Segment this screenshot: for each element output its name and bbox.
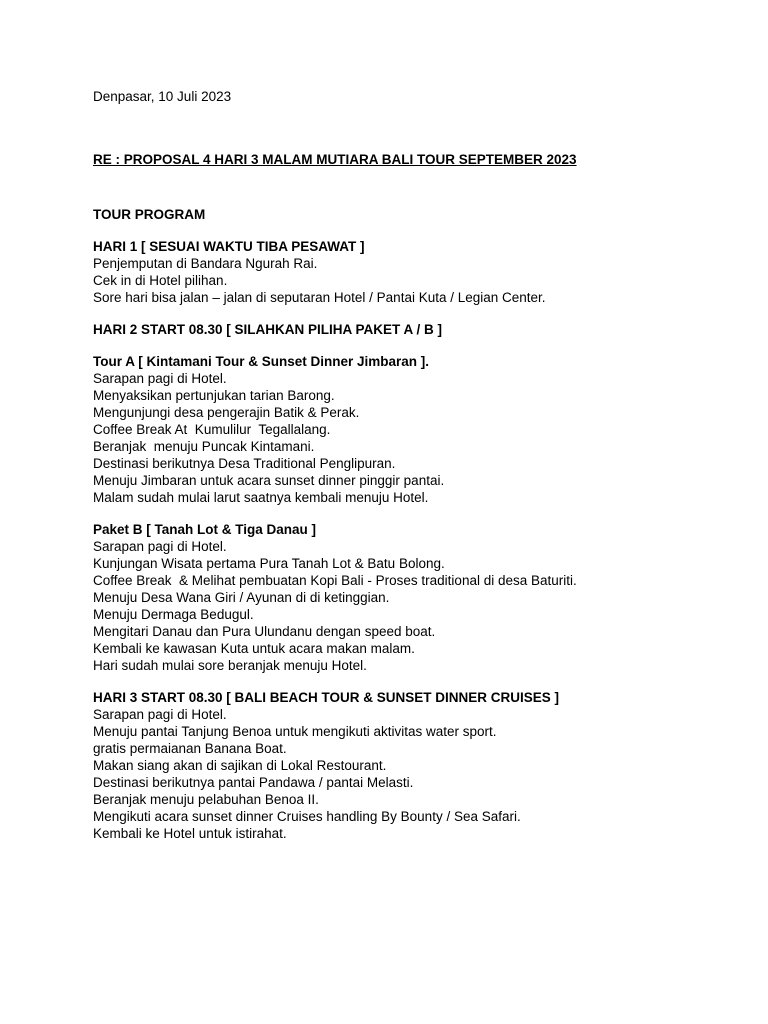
paket-b-line: Kembali ke kawasan Kuta untuk acara makan malam. <box>93 641 415 656</box>
day3-line: Menuju pantai Tanjung Benoa untuk mengikuti aktivitas water sport. <box>93 724 497 739</box>
day3-title: HARI 3 START 08.30 [ BALI BEACH TOUR & SUNSET DINNER CRUISES ] <box>93 690 560 705</box>
day3-section <box>93 689 748 842</box>
tour-a-title: Tour A [ Kintamani Tour & Sunset Dinner Jimbaran ]. <box>93 354 430 369</box>
tour-a-line: Sarapan pagi di Hotel. <box>93 371 227 386</box>
day1-title: HARI 1 [ SESUAI WAKTU TIBA PESAWAT ] <box>93 239 365 254</box>
paket-b-line: Coffee Break & Melihat pembuatan Kopi Bali - Proses traditional di desa Baturiti. <box>93 573 577 588</box>
day3-line: Makan siang akan di sajikan di Lokal Restourant. <box>93 758 387 773</box>
paket-b-line: Hari sudah mulai sore beranjak menuju Hotel. <box>93 658 367 673</box>
day1-section <box>93 238 748 306</box>
paket-b-line: Sarapan pagi di Hotel. <box>93 539 227 554</box>
day3-line: Destinasi berikutnya pantai Pandawa / pantai Melasti. <box>93 775 414 790</box>
day3-line: Beranjak menuju pelabuhan Benoa II. <box>93 792 319 807</box>
day1-line: Penjemputan di Bandara Ngurah Rai. <box>93 256 318 271</box>
letter-subject: RE : PROPOSAL 4 HARI 3 MALAM MUTIARA BALI TOUR SEPTEMBER 2023 <box>93 152 577 167</box>
tour-a-line: Mengunjungi desa pengerajin Batik & Perak. <box>93 405 360 420</box>
paket-b-line: Kunjungan Wisata pertama Pura Tanah Lot & Batu Bolong. <box>93 556 445 571</box>
paket-b-line: Menuju Desa Wana Giri / Ayunan di di ketinggian. <box>93 590 390 605</box>
day1-line: Sore hari bisa jalan – jalan di seputaran Hotel / Pantai Kuta / Legian Center. <box>93 290 546 305</box>
paket-b-line: Mengitari Danau dan Pura Ulundanu dengan speed boat. <box>93 624 436 639</box>
tour-a-line: Destinasi berikutnya Desa Traditional Penglipuran. <box>93 456 396 471</box>
document-page <box>93 88 748 842</box>
day1-line: Cek in di Hotel pilihan. <box>93 273 228 288</box>
tour-a-line: Menuju Jimbaran untuk acara sunset dinner pinggir pantai. <box>93 473 445 488</box>
tour-a-section <box>93 353 748 506</box>
tour-a-line: Malam sudah mulai larut saatnya kembali menuju Hotel. <box>93 490 429 505</box>
paket-b-line: Menuju Dermaga Bedugul. <box>93 607 254 622</box>
day3-line: Sarapan pagi di Hotel. <box>93 707 227 722</box>
letter-date: Denpasar, 10 Juli 2023 <box>93 89 232 104</box>
tour-a-line: Coffee Break At Kumulilur Tegallalang. <box>93 422 331 437</box>
program-title: TOUR PROGRAM <box>93 207 206 222</box>
day3-line: Kembali ke Hotel untuk istirahat. <box>93 826 287 841</box>
paket-b-title: Paket B [ Tanah Lot & Tiga Danau ] <box>93 522 317 537</box>
tour-a-line: Menyaksikan pertunjukan tarian Barong. <box>93 388 335 403</box>
day2-section <box>93 321 748 338</box>
day3-line: Mengikuti acara sunset dinner Cruises handling By Bounty / Sea Safari. <box>93 809 521 824</box>
day2-title: HARI 2 START 08.30 [ SILAHKAN PILIHA PAKET A / B ] <box>93 322 443 337</box>
tour-a-line: Beranjak menuju Puncak Kintamani. <box>93 439 315 454</box>
paket-b-section <box>93 521 748 674</box>
day3-line: gratis permaianan Banana Boat. <box>93 741 287 756</box>
